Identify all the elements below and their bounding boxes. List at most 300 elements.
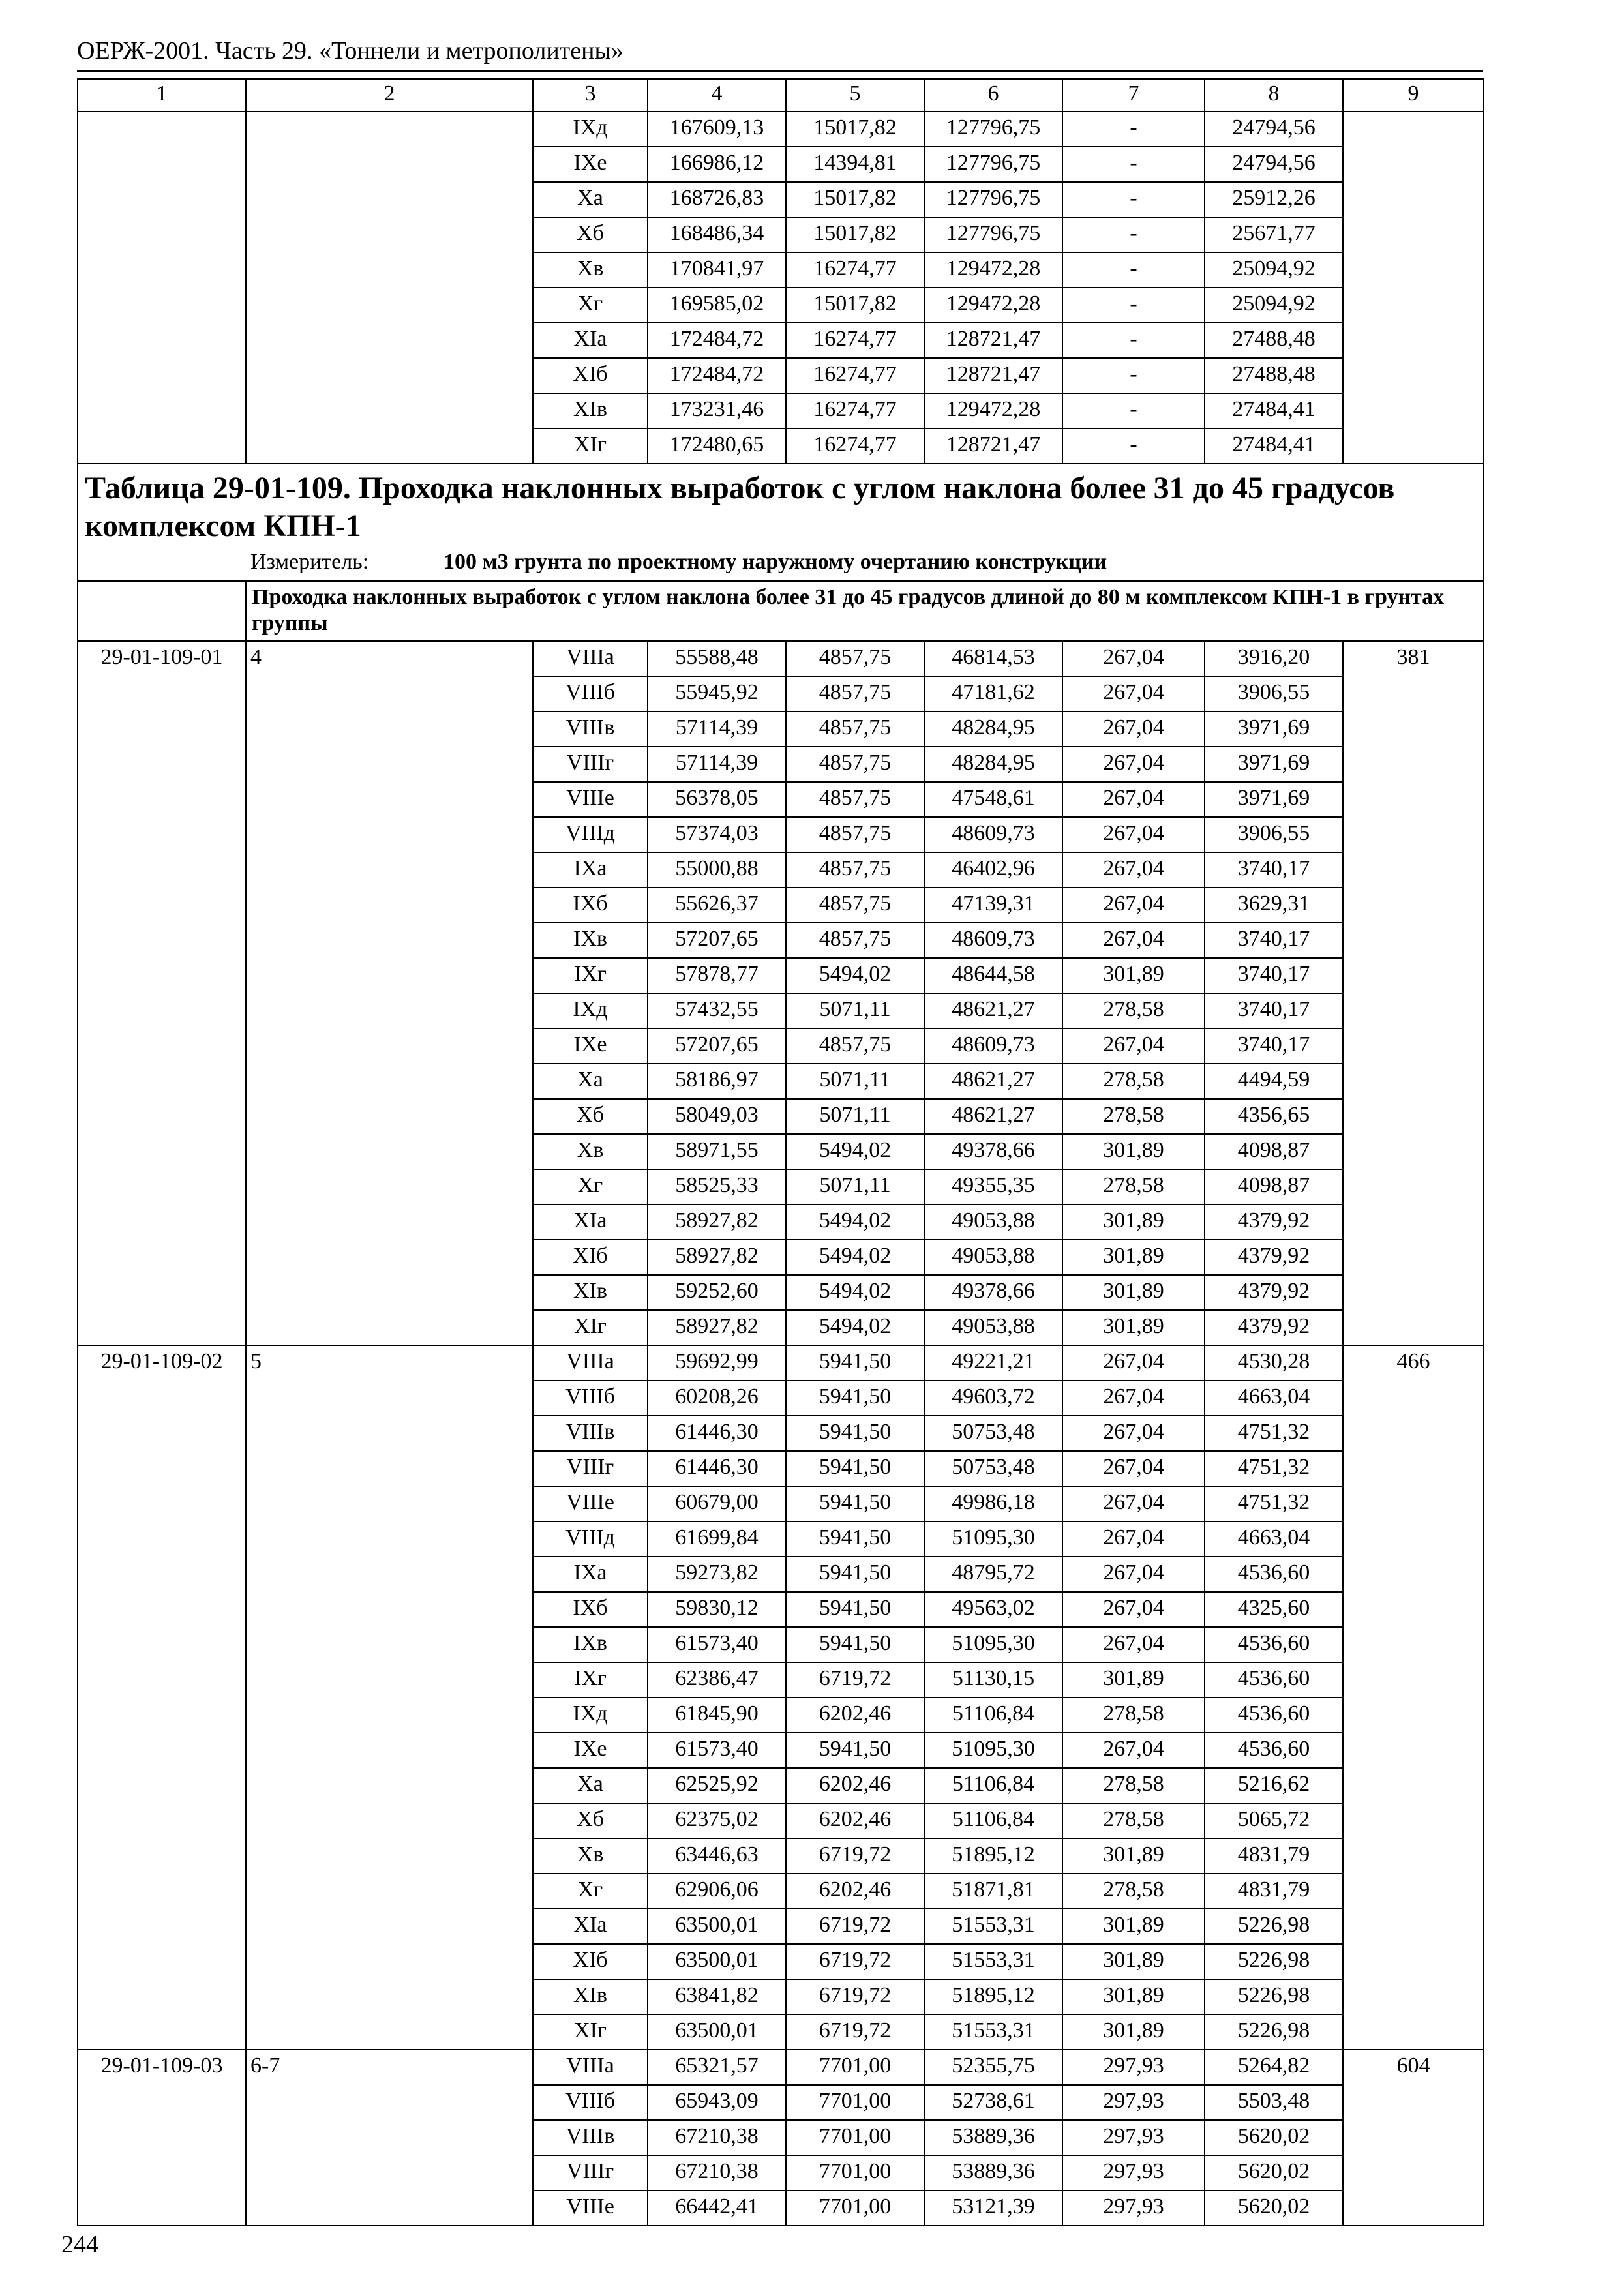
- machines-cost-cell: 129472,28: [924, 288, 1062, 323]
- machines-cost-cell: 51895,12: [924, 1979, 1062, 2014]
- soil-group-cell: 6-7: [246, 2050, 533, 2226]
- machinist-wage-cell: 278,58: [1062, 1169, 1205, 1204]
- machinist-wage-cell: -: [1062, 428, 1205, 464]
- soil-category-cell: VIIIа: [533, 2050, 648, 2085]
- soil-category-cell: VIIIг: [533, 1451, 648, 1486]
- labor-cost-cell: 5941,50: [786, 1627, 924, 1662]
- labor-cost-cell: 4857,75: [786, 888, 924, 923]
- soil-category-cell: XIв: [533, 393, 648, 428]
- soil-category-cell: Xг: [533, 1169, 648, 1204]
- machines-cost-cell: 128721,47: [924, 358, 1062, 393]
- materials-cost-cell: 5503,48: [1205, 2085, 1343, 2120]
- machinist-wage-cell: 267,04: [1062, 1592, 1205, 1627]
- labor-cost-cell: 4857,75: [786, 1028, 924, 1064]
- materials-cost-cell: 25671,77: [1205, 217, 1343, 252]
- materials-cost-cell: 4536,60: [1205, 1627, 1343, 1662]
- total-cost-cell: 172484,72: [648, 323, 786, 358]
- machinist-wage-cell: 267,04: [1062, 1451, 1205, 1486]
- materials-cost-cell: 25094,92: [1205, 288, 1343, 323]
- total-cost-cell: 59252,60: [648, 1275, 786, 1310]
- soil-category-cell: VIIIб: [533, 676, 648, 711]
- total-cost-cell: 59692,99: [648, 1345, 786, 1381]
- soil-category-cell: Xб: [533, 217, 648, 252]
- machines-cost-cell: 129472,28: [924, 252, 1062, 288]
- soil-category-cell: XIв: [533, 1979, 648, 2014]
- materials-cost-cell: 24794,56: [1205, 147, 1343, 182]
- machinist-wage-cell: 267,04: [1062, 676, 1205, 711]
- labor-cost-cell: 6719,72: [786, 1909, 924, 1944]
- machines-cost-cell: 47181,62: [924, 676, 1062, 711]
- column9-cell: 381: [1343, 641, 1484, 1345]
- machines-cost-cell: 46814,53: [924, 641, 1062, 676]
- machines-cost-cell: 51553,31: [924, 1944, 1062, 1979]
- machinist-wage-cell: -: [1062, 182, 1205, 217]
- total-cost-cell: 170841,97: [648, 252, 786, 288]
- labor-cost-cell: 6202,46: [786, 1803, 924, 1838]
- materials-cost-cell: 3906,55: [1205, 817, 1343, 852]
- materials-cost-cell: 4536,60: [1205, 1662, 1343, 1698]
- soil-category-cell: VIIIб: [533, 1381, 648, 1416]
- total-cost-cell: 63841,82: [648, 1979, 786, 2014]
- labor-cost-cell: 5071,11: [786, 1099, 924, 1134]
- total-cost-cell: 55945,92: [648, 676, 786, 711]
- materials-cost-cell: 3629,31: [1205, 888, 1343, 923]
- materials-cost-cell: 4831,79: [1205, 1874, 1343, 1909]
- materials-cost-cell: 4325,60: [1205, 1592, 1343, 1627]
- materials-cost-cell: 5226,98: [1205, 1944, 1343, 1979]
- total-cost-cell: 55588,48: [648, 641, 786, 676]
- labor-cost-cell: 5071,11: [786, 993, 924, 1028]
- machines-cost-cell: 48621,27: [924, 1064, 1062, 1099]
- soil-category-cell: Xв: [533, 1134, 648, 1169]
- soil-category-cell: Xг: [533, 1874, 648, 1909]
- machinist-wage-cell: -: [1062, 358, 1205, 393]
- materials-cost-cell: 4751,32: [1205, 1416, 1343, 1451]
- soil-category-cell: Xв: [533, 252, 648, 288]
- meter-cell: [78, 548, 1484, 581]
- total-cost-cell: 58927,82: [648, 1240, 786, 1275]
- materials-cost-cell: 4379,92: [1205, 1240, 1343, 1275]
- soil-category-cell: VIIIб: [533, 2085, 648, 2120]
- machines-cost-cell: 51095,30: [924, 1733, 1062, 1768]
- soil-category-cell: VIIIв: [533, 711, 648, 747]
- machines-cost-cell: 51553,31: [924, 2014, 1062, 2050]
- materials-cost-cell: 4831,79: [1205, 1838, 1343, 1874]
- machinist-wage-cell: 267,04: [1062, 747, 1205, 782]
- total-cost-cell: 60208,26: [648, 1381, 786, 1416]
- total-cost-cell: 62375,02: [648, 1803, 786, 1838]
- total-cost-cell: 168486,34: [648, 217, 786, 252]
- column9-cell-empty: [1343, 112, 1484, 464]
- machines-cost-cell: 128721,47: [924, 428, 1062, 464]
- machinist-wage-cell: 267,04: [1062, 641, 1205, 676]
- machines-cost-cell: 48621,27: [924, 1099, 1062, 1134]
- soil-category-cell: XIа: [533, 1909, 648, 1944]
- machines-cost-cell: 47139,31: [924, 888, 1062, 923]
- materials-cost-cell: 5226,98: [1205, 1979, 1343, 2014]
- machinist-wage-cell: 301,89: [1062, 1838, 1205, 1874]
- table-row: [78, 641, 1484, 676]
- machines-cost-cell: 48609,73: [924, 1028, 1062, 1064]
- materials-cost-cell: 4379,92: [1205, 1275, 1343, 1310]
- total-cost-cell: 63500,01: [648, 1944, 786, 1979]
- soil-category-cell: IXе: [533, 1733, 648, 1768]
- total-cost-cell: 57207,65: [648, 1028, 786, 1064]
- soil-category-cell: Xв: [533, 1838, 648, 1874]
- column-number: 2: [246, 79, 533, 112]
- labor-cost-cell: 4857,75: [786, 711, 924, 747]
- soil-category-cell: IXв: [533, 1627, 648, 1662]
- labor-cost-cell: 5071,11: [786, 1169, 924, 1204]
- materials-cost-cell: 3740,17: [1205, 958, 1343, 993]
- materials-cost-cell: 5226,98: [1205, 1909, 1343, 1944]
- labor-cost-cell: 5494,02: [786, 1134, 924, 1169]
- total-cost-cell: 59830,12: [648, 1592, 786, 1627]
- labor-cost-cell: 4857,75: [786, 817, 924, 852]
- soil-category-cell: XIа: [533, 323, 648, 358]
- machines-cost-cell: 127796,75: [924, 217, 1062, 252]
- labor-cost-cell: 6202,46: [786, 1874, 924, 1909]
- labor-cost-cell: 7701,00: [786, 2050, 924, 2085]
- materials-cost-cell: 27488,48: [1205, 323, 1343, 358]
- machinist-wage-cell: 301,89: [1062, 1275, 1205, 1310]
- column-number: 5: [786, 79, 924, 112]
- soil-category-cell: Xа: [533, 1768, 648, 1803]
- materials-cost-cell: 3740,17: [1205, 993, 1343, 1028]
- labor-cost-cell: 7701,00: [786, 2085, 924, 2120]
- machines-cost-cell: 49986,18: [924, 1486, 1062, 1521]
- machines-cost-cell: 127796,75: [924, 112, 1062, 147]
- soil-category-cell: IXд: [533, 112, 648, 147]
- machines-cost-cell: 49563,02: [924, 1592, 1062, 1627]
- total-cost-cell: 172484,72: [648, 358, 786, 393]
- labor-cost-cell: 4857,75: [786, 782, 924, 817]
- materials-cost-cell: 4751,32: [1205, 1486, 1343, 1521]
- soil-category-cell: XIг: [533, 428, 648, 464]
- materials-cost-cell: 4494,59: [1205, 1064, 1343, 1099]
- soil-category-cell: VIIIг: [533, 2155, 648, 2191]
- soil-category-cell: IXв: [533, 923, 648, 958]
- machines-cost-cell: 51106,84: [924, 1768, 1062, 1803]
- materials-cost-cell: 4536,60: [1205, 1557, 1343, 1592]
- materials-cost-cell: 4663,04: [1205, 1381, 1343, 1416]
- soil-category-cell: XIб: [533, 358, 648, 393]
- total-cost-cell: 57207,65: [648, 923, 786, 958]
- column-number: 6: [924, 79, 1062, 112]
- soil-category-cell: IXг: [533, 1662, 648, 1698]
- labor-cost-cell: 5941,50: [786, 1557, 924, 1592]
- column-number: 4: [648, 79, 786, 112]
- total-cost-cell: 62906,06: [648, 1874, 786, 1909]
- labor-cost-cell: 6719,72: [786, 1662, 924, 1698]
- meter-label: Измеритель:: [250, 550, 369, 574]
- machines-cost-cell: 127796,75: [924, 147, 1062, 182]
- page-number: 244: [61, 2231, 98, 2258]
- materials-cost-cell: 4663,04: [1205, 1521, 1343, 1557]
- materials-cost-cell: 3906,55: [1205, 676, 1343, 711]
- machinist-wage-cell: 301,89: [1062, 1204, 1205, 1240]
- machinist-wage-cell: 301,89: [1062, 1310, 1205, 1345]
- machines-cost-cell: 53889,36: [924, 2155, 1062, 2191]
- machinist-wage-cell: 267,04: [1062, 923, 1205, 958]
- machinist-wage-cell: 267,04: [1062, 817, 1205, 852]
- machines-cost-cell: 48621,27: [924, 993, 1062, 1028]
- machinist-wage-cell: 267,04: [1062, 711, 1205, 747]
- machinist-wage-cell: 297,93: [1062, 2085, 1205, 2120]
- soil-category-cell: Xб: [533, 1099, 648, 1134]
- total-cost-cell: 65943,09: [648, 2085, 786, 2120]
- labor-cost-cell: 5941,50: [786, 1345, 924, 1381]
- total-cost-cell: 61699,84: [648, 1521, 786, 1557]
- table-row: [78, 112, 1484, 147]
- labor-cost-cell: 5494,02: [786, 1240, 924, 1275]
- table-title: Таблица 29-01-109. Проходка наклонных выработок с углом наклона более 31 до 45 градусов комплексом КПН-1: [78, 464, 1484, 548]
- materials-cost-cell: 5216,62: [1205, 1768, 1343, 1803]
- header-rule: [77, 70, 1483, 72]
- soil-category-cell: XIг: [533, 2014, 648, 2050]
- labor-cost-cell: 16274,77: [786, 358, 924, 393]
- soil-category-cell: XIа: [533, 1204, 648, 1240]
- norm-code-cell: 29-01-109-03: [78, 2050, 246, 2226]
- materials-cost-cell: 3971,69: [1205, 747, 1343, 782]
- machines-cost-cell: 129472,28: [924, 393, 1062, 428]
- total-cost-cell: 167609,13: [648, 112, 786, 147]
- labor-cost-cell: 5494,02: [786, 1275, 924, 1310]
- column-number: 9: [1343, 79, 1484, 112]
- machines-cost-cell: 48609,73: [924, 923, 1062, 958]
- labor-cost-cell: 15017,82: [786, 112, 924, 147]
- materials-cost-cell: 3916,20: [1205, 641, 1343, 676]
- machines-cost-cell: 50753,48: [924, 1416, 1062, 1451]
- machinist-wage-cell: 278,58: [1062, 1874, 1205, 1909]
- subheading-spacer: [78, 581, 246, 641]
- total-cost-cell: 57114,39: [648, 747, 786, 782]
- labor-cost-cell: 6202,46: [786, 1698, 924, 1733]
- soil-category-cell: XIб: [533, 1240, 648, 1275]
- machinist-wage-cell: 297,93: [1062, 2120, 1205, 2155]
- machinist-wage-cell: 267,04: [1062, 888, 1205, 923]
- labor-cost-cell: 4857,75: [786, 923, 924, 958]
- total-cost-cell: 63500,01: [648, 2014, 786, 2050]
- total-cost-cell: 57878,77: [648, 958, 786, 993]
- machines-cost-cell: 49378,66: [924, 1275, 1062, 1310]
- soil-category-cell: Xа: [533, 1064, 648, 1099]
- labor-cost-cell: 14394,81: [786, 147, 924, 182]
- column-number: 3: [533, 79, 648, 112]
- total-cost-cell: 61573,40: [648, 1733, 786, 1768]
- total-cost-cell: 172480,65: [648, 428, 786, 464]
- soil-category-cell: XIб: [533, 1944, 648, 1979]
- materials-cost-cell: 3740,17: [1205, 852, 1343, 888]
- total-cost-cell: 61446,30: [648, 1416, 786, 1451]
- machinist-wage-cell: 278,58: [1062, 1698, 1205, 1733]
- soil-category-cell: IXе: [533, 1028, 648, 1064]
- materials-cost-cell: 4536,60: [1205, 1733, 1343, 1768]
- labor-cost-cell: 4857,75: [786, 676, 924, 711]
- machines-cost-cell: 49221,21: [924, 1345, 1062, 1381]
- machinist-wage-cell: -: [1062, 252, 1205, 288]
- norm-code-cell: 29-01-109-01: [78, 641, 246, 1345]
- soil-category-cell: XIв: [533, 1275, 648, 1310]
- machinist-wage-cell: 301,89: [1062, 1979, 1205, 2014]
- machinist-wage-cell: 301,89: [1062, 1240, 1205, 1275]
- labor-cost-cell: 5941,50: [786, 1592, 924, 1627]
- total-cost-cell: 56378,05: [648, 782, 786, 817]
- machinist-wage-cell: 267,04: [1062, 1416, 1205, 1451]
- group-cell-empty: [246, 112, 533, 464]
- machines-cost-cell: 50753,48: [924, 1451, 1062, 1486]
- machines-cost-cell: 51106,84: [924, 1803, 1062, 1838]
- machines-cost-cell: 49603,72: [924, 1381, 1062, 1416]
- total-cost-cell: 61446,30: [648, 1451, 786, 1486]
- total-cost-cell: 57114,39: [648, 711, 786, 747]
- soil-category-cell: VIIIа: [533, 1345, 648, 1381]
- machinist-wage-cell: -: [1062, 288, 1205, 323]
- machinist-wage-cell: 297,93: [1062, 2191, 1205, 2226]
- materials-cost-cell: 27484,41: [1205, 393, 1343, 428]
- labor-cost-cell: 6202,46: [786, 1768, 924, 1803]
- column-number-row: [78, 79, 1484, 112]
- machinist-wage-cell: -: [1062, 112, 1205, 147]
- subheading: Проходка наклонных выработок с углом наклона более 31 до 45 градусов длиной до 80 м комплексом КПН-1 в грунтах группы: [246, 581, 1484, 641]
- labor-cost-cell: 5494,02: [786, 958, 924, 993]
- machines-cost-cell: 48644,58: [924, 958, 1062, 993]
- soil-category-cell: IXд: [533, 993, 648, 1028]
- materials-cost-cell: 5620,02: [1205, 2155, 1343, 2191]
- labor-cost-cell: 7701,00: [786, 2191, 924, 2226]
- total-cost-cell: 58927,82: [648, 1204, 786, 1240]
- machinist-wage-cell: 267,04: [1062, 1486, 1205, 1521]
- labor-cost-cell: 4857,75: [786, 852, 924, 888]
- total-cost-cell: 169585,02: [648, 288, 786, 323]
- soil-category-cell: VIIIв: [533, 1416, 648, 1451]
- column-number: 8: [1205, 79, 1343, 112]
- labor-cost-cell: 5494,02: [786, 1204, 924, 1240]
- labor-cost-cell: 7701,00: [786, 2155, 924, 2191]
- soil-category-cell: VIIIе: [533, 1486, 648, 1521]
- machinist-wage-cell: -: [1062, 393, 1205, 428]
- soil-category-cell: VIIIе: [533, 782, 648, 817]
- total-cost-cell: 61573,40: [648, 1627, 786, 1662]
- total-cost-cell: 58927,82: [648, 1310, 786, 1345]
- table-row: [78, 1345, 1484, 1381]
- materials-cost-cell: 5264,82: [1205, 2050, 1343, 2085]
- soil-category-cell: IXд: [533, 1698, 648, 1733]
- materials-cost-cell: 4098,87: [1205, 1134, 1343, 1169]
- meter-row: [78, 548, 1484, 581]
- machinist-wage-cell: 297,93: [1062, 2155, 1205, 2191]
- subheading-row: [78, 581, 1484, 641]
- total-cost-cell: 61845,90: [648, 1698, 786, 1733]
- machinist-wage-cell: 267,04: [1062, 1733, 1205, 1768]
- soil-group-cell: 4: [246, 641, 533, 1345]
- soil-category-cell: VIIIд: [533, 817, 648, 852]
- materials-cost-cell: 4536,60: [1205, 1698, 1343, 1733]
- labor-cost-cell: 5941,50: [786, 1733, 924, 1768]
- machines-cost-cell: 127796,75: [924, 182, 1062, 217]
- labor-cost-cell: 5941,50: [786, 1451, 924, 1486]
- machinist-wage-cell: -: [1062, 217, 1205, 252]
- column9-cell: 604: [1343, 2050, 1484, 2226]
- materials-cost-cell: 4751,32: [1205, 1451, 1343, 1486]
- labor-cost-cell: 4857,75: [786, 747, 924, 782]
- machinist-wage-cell: 301,89: [1062, 1662, 1205, 1698]
- machinist-wage-cell: 278,58: [1062, 993, 1205, 1028]
- soil-category-cell: Xг: [533, 288, 648, 323]
- machinist-wage-cell: 267,04: [1062, 782, 1205, 817]
- materials-cost-cell: 24794,56: [1205, 112, 1343, 147]
- machinist-wage-cell: 267,04: [1062, 1557, 1205, 1592]
- table-title-row: [78, 464, 1484, 548]
- total-cost-cell: 55000,88: [648, 852, 786, 888]
- total-cost-cell: 55626,37: [648, 888, 786, 923]
- materials-cost-cell: 25094,92: [1205, 252, 1343, 288]
- total-cost-cell: 62386,47: [648, 1662, 786, 1698]
- labor-cost-cell: 15017,82: [786, 217, 924, 252]
- materials-cost-cell: 5065,72: [1205, 1803, 1343, 1838]
- machines-cost-cell: 51095,30: [924, 1627, 1062, 1662]
- labor-cost-cell: 16274,77: [786, 428, 924, 464]
- soil-category-cell: IXе: [533, 147, 648, 182]
- labor-cost-cell: 15017,82: [786, 288, 924, 323]
- total-cost-cell: 63446,63: [648, 1838, 786, 1874]
- labor-cost-cell: 4857,75: [786, 641, 924, 676]
- soil-category-cell: VIIIд: [533, 1521, 648, 1557]
- machinist-wage-cell: 278,58: [1062, 1099, 1205, 1134]
- total-cost-cell: 62525,92: [648, 1768, 786, 1803]
- labor-cost-cell: 5494,02: [786, 1310, 924, 1345]
- soil-category-cell: Xа: [533, 182, 648, 217]
- materials-cost-cell: 3740,17: [1205, 923, 1343, 958]
- labor-cost-cell: 6719,72: [786, 1944, 924, 1979]
- machinist-wage-cell: -: [1062, 323, 1205, 358]
- labor-cost-cell: 15017,82: [786, 182, 924, 217]
- materials-cost-cell: 4530,28: [1205, 1345, 1343, 1381]
- total-cost-cell: 65321,57: [648, 2050, 786, 2085]
- machines-cost-cell: 51553,31: [924, 1909, 1062, 1944]
- soil-category-cell: IXа: [533, 852, 648, 888]
- machinist-wage-cell: 267,04: [1062, 1521, 1205, 1557]
- total-cost-cell: 58186,97: [648, 1064, 786, 1099]
- materials-cost-cell: 3740,17: [1205, 1028, 1343, 1064]
- code-cell-empty: [78, 112, 246, 464]
- machinist-wage-cell: 301,89: [1062, 1134, 1205, 1169]
- machines-cost-cell: 51895,12: [924, 1838, 1062, 1874]
- machines-cost-cell: 51095,30: [924, 1521, 1062, 1557]
- total-cost-cell: 60679,00: [648, 1486, 786, 1521]
- total-cost-cell: 166986,12: [648, 147, 786, 182]
- labor-cost-cell: 6719,72: [786, 1979, 924, 2014]
- machines-cost-cell: 48609,73: [924, 817, 1062, 852]
- machinist-wage-cell: -: [1062, 147, 1205, 182]
- machinist-wage-cell: 278,58: [1062, 1803, 1205, 1838]
- materials-cost-cell: 4379,92: [1205, 1310, 1343, 1345]
- machinist-wage-cell: 267,04: [1062, 1627, 1205, 1662]
- column-number: 1: [78, 79, 246, 112]
- machinist-wage-cell: 301,89: [1062, 958, 1205, 993]
- machinist-wage-cell: 301,89: [1062, 1944, 1205, 1979]
- machinist-wage-cell: 301,89: [1062, 1909, 1205, 1944]
- total-cost-cell: 67210,38: [648, 2120, 786, 2155]
- labor-cost-cell: 5941,50: [786, 1381, 924, 1416]
- machines-cost-cell: 48795,72: [924, 1557, 1062, 1592]
- total-cost-cell: 63500,01: [648, 1909, 786, 1944]
- labor-cost-cell: 5941,50: [786, 1486, 924, 1521]
- machinist-wage-cell: 267,04: [1062, 1381, 1205, 1416]
- machines-cost-cell: 128721,47: [924, 323, 1062, 358]
- machines-cost-cell: 49053,88: [924, 1240, 1062, 1275]
- machines-cost-cell: 53121,39: [924, 2191, 1062, 2226]
